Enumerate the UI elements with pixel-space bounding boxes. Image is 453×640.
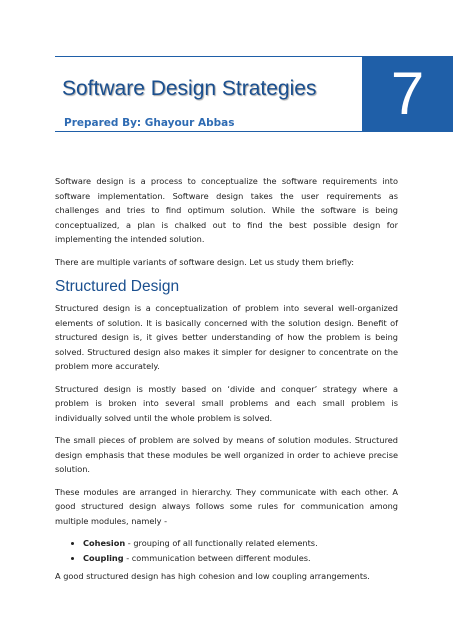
bullet-term: Cohesion — [83, 538, 126, 548]
bullet-text: - grouping of all functionally related elements. — [125, 538, 318, 548]
intro-paragraph: Software design is a process to conceptualize the software requirements into software implementation. Software design takes the user requirements as challenges and tries to find optimum solution. While the software is being conceptualized, a plan is chalked out to find the best possible design for implementing the intended solution. — [55, 176, 398, 244]
document-body — [55, 174, 398, 592]
header-bottom-rule — [55, 131, 362, 132]
author-line: Prepared By: Ghayour Abbas — [64, 117, 235, 129]
section-paragraph: Structured design is a conceptualization of problem into several well-organized elements of solution. It is basically concerned with the solution design. Benefit of structured design is, it gives better understanding of how the problem is being solved. Structured design also makes it simpler for designer to concentrate on the problem more accurately. — [55, 303, 398, 371]
bullet-term: Coupling — [83, 552, 124, 563]
section-paragraph: Structured design is mostly based on ‘divide and conquer’ strategy where a problem is broken into several small problems and each small problem is individually solved until the whole problem is solved. — [55, 383, 398, 423]
intro-paragraph: There are multiple variants of software design. Let us study them briefly: — [55, 256, 355, 267]
closing-paragraph: A good structured design has high cohesion and low coupling arrangements. — [55, 571, 370, 581]
chapter-number-badge — [362, 56, 453, 132]
bullet-text: - communication between different modules. — [123, 552, 311, 563]
section-heading: Structured Design — [55, 278, 180, 295]
chapter-number: 7 — [390, 60, 425, 127]
list-item — [83, 551, 398, 566]
page-title: Software Design Strategies — [62, 77, 317, 100]
bullet-list — [55, 536, 398, 565]
header-top-rule — [55, 56, 362, 57]
list-item — [83, 536, 398, 551]
section-paragraph: These modules are arranged in hierarchy. They communicate with each other. A good structured design always follows some rules for communication among multiple modules, namely - — [55, 486, 398, 526]
section-paragraph: The small pieces of problem are solved by means of solution modules. Structured design emphasis that these modules be well organized in order to achieve precise solution. — [55, 435, 398, 474]
